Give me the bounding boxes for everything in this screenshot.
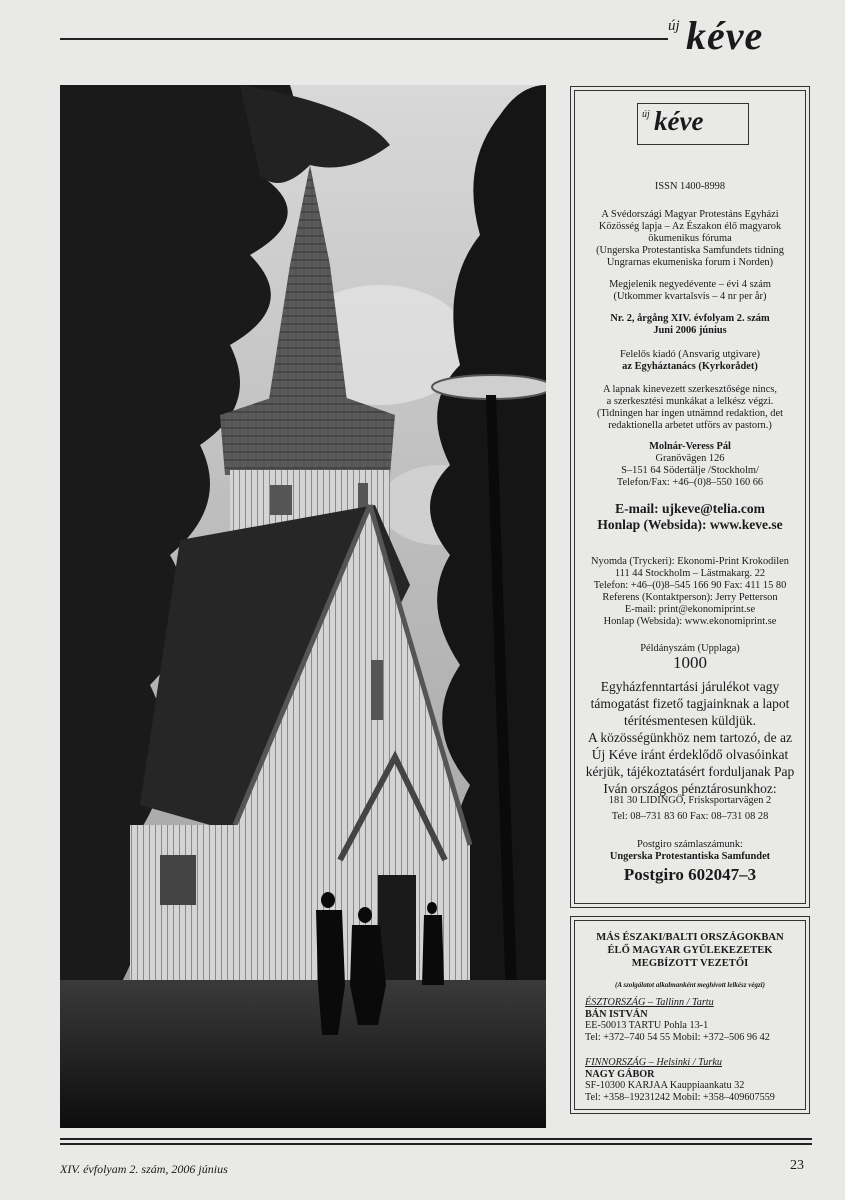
contact-estonia: [585, 997, 801, 1043]
editor-name: Molnár-Veress Pál: [649, 441, 731, 452]
printer-line: 111 44 Stockholm – Lästmakarg. 22: [614, 568, 766, 579]
website[interactable]: Honlap (Websida): www.keve.se: [597, 517, 783, 532]
frequency-line: Megjelenik negyedévente – évi 4 szám: [609, 279, 771, 290]
free-distribution-note: [575, 678, 805, 797]
description: [575, 209, 805, 269]
note-line: kérjük, tájékoztatásért forduljanak Pap: [585, 764, 795, 779]
treasurer-line: 181 30 LIDINGÖ, Frisksportarvägen 2: [608, 795, 772, 806]
description-line: (Ungerska Protestantiska Samfundets tidning: [596, 245, 784, 256]
contact-phone: Tel: +358–19231242 Mobil: +358–409607559: [585, 1091, 775, 1103]
publisher: [575, 349, 805, 373]
editor-city: S–151 64 Södertälje /Stockholm/: [621, 465, 759, 476]
contact-address: EE-50013 TARTU Pohla 13-1: [585, 1020, 709, 1031]
contact-name: NAGY GÁBOR: [585, 1068, 655, 1080]
editor-phone: Telefon/Fax: +46–(0)8–550 160 66: [616, 477, 764, 488]
contacts-title-line: ÉLŐ MAGYAR GYÜLEKEZETEK: [607, 945, 773, 956]
printer-info: [575, 556, 805, 628]
description-line: A Svédországi Magyar Protestáns Egyházi: [601, 209, 779, 220]
printer-line: Telefon: +46–(0)8–545 166 90 Fax: 411 15 80: [593, 580, 787, 591]
contact-finland: [585, 1057, 801, 1103]
editorial-line: redaktionella arbetet utförs av pastorn.): [608, 420, 772, 431]
contact-phone: Tel: +372–740 54 55 Mobil: +372–506 96 42: [585, 1031, 770, 1043]
printer-line: Honlap (Websida): www.ekonomiprint.se: [603, 616, 777, 627]
note-line: A közösségünkhöz nem tartozó, de az: [588, 730, 792, 745]
editor-address: Granövägen 126: [655, 453, 725, 464]
editorial-note: [575, 384, 805, 432]
editorial-line: a szerkesztési munkákat a lelkész végzi.: [606, 396, 774, 407]
note-line: támogatást fizető tagjainknak a lapot: [590, 696, 790, 711]
footer-issue: XIV. évfolyam 2. szám, 2006 június: [60, 1162, 228, 1176]
logo-uj-text: új: [668, 18, 680, 34]
contacts-inner: [574, 920, 806, 1110]
issue-line: Nr. 2, årgång XIV. évfolyam 2. szám: [610, 313, 770, 324]
masthead-logo-uj: új: [642, 109, 650, 120]
page-number: 23: [790, 1158, 804, 1173]
header-logo: [668, 12, 818, 62]
description-line: Közösség lapja – Az Északon élő magyarok: [598, 221, 782, 232]
copies-label: Példányszám (Upplaga): [640, 643, 740, 654]
editor-contact: [575, 441, 805, 489]
note-line: térítésmentesen küldjük.: [624, 713, 756, 728]
footer-rule: [60, 1138, 812, 1140]
contacts-title-line: MÁS ÉSZAKI/BALTI ORSZÁGOKBAN: [596, 932, 784, 943]
postgiro-label-line: Postgiro számlaszámunk:: [637, 839, 743, 850]
ground: [60, 980, 546, 1128]
publisher-line: Felelős kiadó (Ansvarig utgivare): [620, 349, 760, 360]
logo-keve-text: kéve: [686, 13, 764, 58]
postgiro-number: Postgiro 602047–3: [623, 865, 757, 884]
contacts-title: [575, 931, 805, 970]
contact-location: FINNORSZÁG – Helsinki / Turku: [585, 1057, 722, 1068]
contacts-title-line: MEGBÍZOTT VEZETŐI: [631, 958, 749, 969]
copies-count: 1000: [673, 653, 707, 672]
note-line: Új Kéve iránt érdeklődő olvasóinkat: [591, 747, 789, 762]
printer-line: E-mail: print@ekonomiprint.se: [624, 604, 756, 615]
editorial-line: A lapnak kinevezett szerkesztősége nincs,: [603, 384, 777, 395]
description-line: Ungrarnas ekumeniska forum i Norden): [606, 257, 774, 268]
postgiro-label-line: Ungerska Protestantiska Samfundet: [609, 851, 771, 862]
printer-line: Referens (Kontaktperson): Jerry Petterson: [602, 592, 778, 603]
issn: ISSN 1400-8998: [654, 181, 726, 192]
tower-vent: [270, 485, 292, 515]
printer-line: Nyomda (Tryckeri): Ekonomi-Print Krokodilen: [591, 556, 789, 567]
issue-line: Juni 2006 június: [653, 325, 727, 336]
treasurer-contact: [575, 795, 805, 823]
publisher-line: az Egyháztanács (Kyrkorådet): [622, 361, 758, 372]
email[interactable]: E-mail: ujkeve@telia.com: [615, 501, 765, 516]
contacts-box: [570, 916, 810, 1114]
postgiro-label: [575, 839, 805, 863]
church-side-wall: [130, 825, 240, 990]
editorial-line: (Tidningen har ingen utnämnd redaktion, det: [596, 408, 784, 419]
frequency-line: (Utkommer kvartalsvis – 4 nr per år): [613, 291, 767, 302]
header-rule: [60, 38, 668, 40]
church-photo: [60, 85, 546, 1128]
contacts-note: (A szolgálatot alkalmanként meghívott lelkész végzi): [615, 981, 765, 989]
treasurer-line: Tel: 08–731 83 60 Fax: 08–731 08 28: [611, 811, 769, 822]
footer-rule: [60, 1143, 812, 1145]
contact-address: SF-10300 KARJAA Kauppiaankatu 32: [585, 1080, 745, 1091]
contact-location: ÉSZTORSZÁG – Tallinn / Tartu: [585, 997, 714, 1008]
side-window: [160, 855, 196, 905]
masthead-inner: [574, 90, 806, 904]
masthead-logo: [637, 103, 749, 145]
contact-name: BÁN ISTVÁN: [585, 1008, 648, 1020]
masthead-box: [570, 86, 810, 908]
church-window: [371, 660, 383, 720]
note-line: Iván országos pénztárosunkhoz:: [603, 781, 777, 796]
masthead-logo-keve: kéve: [654, 106, 704, 136]
frequency: [575, 279, 805, 303]
note-line: Egyházfenntartási járulékot vagy: [600, 679, 780, 694]
issue-info: [575, 313, 805, 337]
description-line: ökumenikus fóruma: [648, 233, 732, 244]
